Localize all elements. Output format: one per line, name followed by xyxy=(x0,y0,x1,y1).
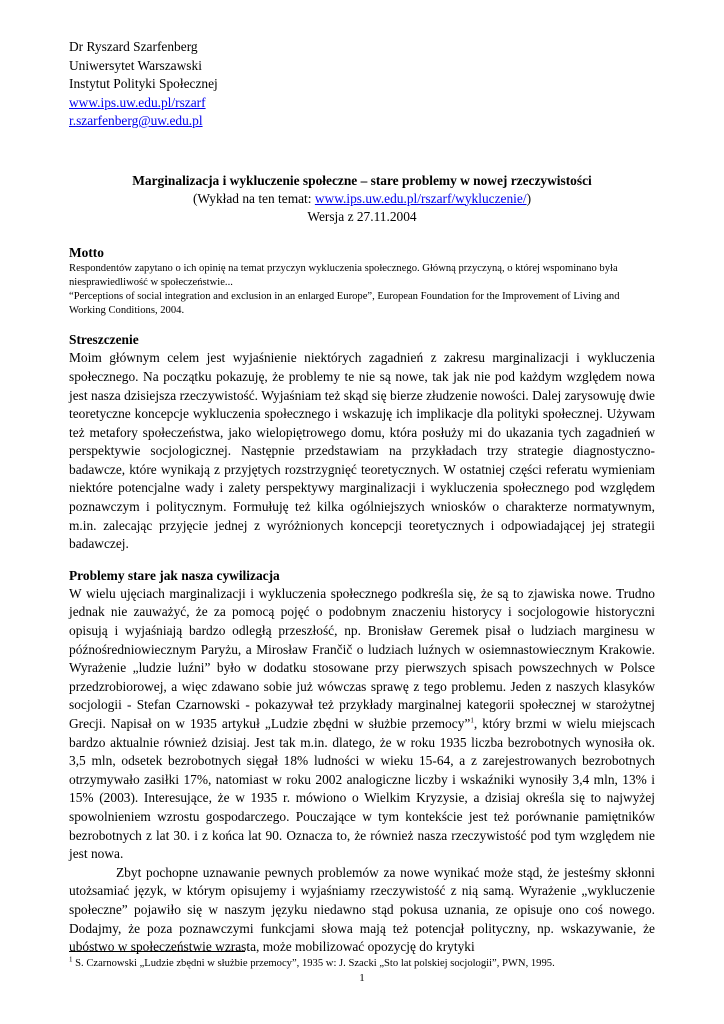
footnote-reference[interactable]: 1 xyxy=(470,716,474,725)
page-number: 1 xyxy=(359,972,365,984)
author-name: Dr Ryszard Szarfenberg xyxy=(69,39,198,54)
footnote-separator xyxy=(69,951,245,952)
summary-section xyxy=(69,331,655,554)
motto-heading: Motto xyxy=(69,244,104,260)
lecture-suffix: ) xyxy=(526,190,532,206)
problems-section xyxy=(69,567,655,957)
footnote-text: S. Czarnowski „Ludzie zbędni w służbie przemocy”, 1935 w: J. Szacki „Sto lat polskiej socjologii”, PWN, 1995. xyxy=(72,958,555,969)
author-block xyxy=(69,38,655,131)
problems-heading: Problemy stare jak nasza cywilizacja xyxy=(69,567,280,583)
lecture-line xyxy=(69,190,655,208)
footnote xyxy=(69,957,669,970)
problems-p1-part2: , który brzmi w wielu miejscach bardzo aktualnie również dzisiaj. Jest tak m.in. dlatego, że w roku 1935 liczba bezrobotnych wynosiła ok. 3,5 mln, odsetek bezrobotnych sięgał 18% ludności w wieku 15-64, a z zarejestrowanych bezrobotnych otrzymywało zasiłki 17%, natomiast w roku 2002 analogiczne liczby i wskaźniki wynosiły 3,4 mln, 13% i 15% (2003). Interesujące, że w 1935 r. mówiono o Wielkim Kryzysie, a dzisiaj określa się to najwyżej spowolnieniem wzrostu gospodarczego. Pouczające w tym kontekście jest też porównanie pamiętników bezrobotnych z lat 30. i z końca lat 90. Oznacza to, że również nasza rzeczywistość pod tym względem nie jest nowa. xyxy=(69,716,656,862)
motto-section xyxy=(69,244,655,319)
problems-paragraph-1 xyxy=(69,585,655,864)
author-university: Uniwersytet Warszawski xyxy=(69,57,202,73)
version-line: Wersja z 27.11.2004 xyxy=(307,208,417,224)
motto-source: “Perceptions of social integration and exclusion in an enlarged Europe”, European Foundation for the Improvement of Living and Working Conditions, 2004. xyxy=(69,290,620,317)
title-block xyxy=(69,172,655,226)
author-institute: Instytut Polityki Społecznej xyxy=(69,76,218,91)
summary-heading: Streszczenie xyxy=(69,332,139,348)
author-website-link[interactable]: www.ips.uw.edu.pl/rszarf xyxy=(69,94,206,110)
document-title: Marginalizacja i wykluczenie społeczne – stare problemy w nowej rzeczywistości xyxy=(132,172,592,188)
author-email-link[interactable]: r.szarfenberg@uw.edu.pl xyxy=(69,113,203,128)
lecture-link[interactable]: www.ips.uw.edu.pl/rszarf/wykluczenie/ xyxy=(314,190,527,206)
motto-quote: Respondentów zapytano o ich opinię na temat przyczyn wykluczenia społecznego. Główną przyczyną, o której wspominano była niesprawiedliwość w społeczeństwie... xyxy=(69,262,618,288)
summary-paragraph: Moim głównym celem jest wyjaśnienie niektórych zagadnień z zakresu marginalizacji i wykluczenia społecznego. Na początku pokazuję, że problemy te nie są nowe, tak jak nie pod każdym względem nowa jest nasza dzisiejsza rzeczywistość. Wyjaśniam też skąd się bierze złudzenie nowości. Dalej zarysowuję dwie teoretyczne koncepcje wykluczenia społecznego i wskazuję ich implikacje dla polityki społecznej. Używam też metafory społeczeństwa, jako wielopiętrowego domu, która posłuży mi do ukazania tych zagadnień w perspektywie socjologicznej. Następnie przedstawiam na przykładach trzy strategie diagnostyczno-badawcze, które wynikają z przyjętych rozstrzygnięć teoretycznych. W ostatniej części referatu wymieniam niektóre potencjalne wady i zalety perspektywy marginalizacji i wykluczenia społecznego pod względem poznawczym i politycznym. Formułuję też kilka ogólniejszych wniosków o charakterze normatywnym, m.in. zalecając przyjęcie jednej z wyróżnionych koncepcji teoretycznych i odpowiadającej jej strategii badawczej. xyxy=(69,350,655,552)
lecture-prefix: (Wykład na ten temat: xyxy=(192,190,315,206)
problems-paragraph-2: Zbyt pochopne uznawanie pewnych problemów za nowe wynikać może stąd, że jesteśmy skłonni utożsamiać język, w którym opisujemy i wyjaśniamy rzeczywistość z nią samą. Wyrażenie „wykluczenie społeczne” pojawiło się w naszym języku niedawno stąd pokusa uznania, ze opisuje ono coś nowego. Dodajmy, że poza poznawczymi funkcjami słowa mają też potencjał polityczny, np. wskazywanie, że ubóstwo w społeczeństwie wzrasta, może mobilizować opozycję do krytyki xyxy=(69,864,655,955)
footnote-mark: 1 xyxy=(69,955,73,964)
problems-p1-part1: W wielu ujęciach marginalizacji i wykluczenia społecznego podkreśla się, że są to zjawiska nowe. Trudno jednak nie zauważyć, że za pomocą pojęć o podobnym znaczeniu historycy i socjologowie historyczni opisują i wyjaśniają bardzo odległą przeszłość, np. Bronisław Geremek pisał o ludziach marginesu w późnośredniowiecznym Paryżu, a Mirosław Frančič o ludziach luźnych w osiemnastowiecznym Krakowie. Wyrażenie „ludzie luźni” było w dodatku stosowane przy pierwszych spisach powszechnych w Polsce przedzrobiorowej, a więc zdawano sobie już wówczas sprawę z tego problemu. Jeden z naszych klasyków socjologii - Stefan Czarnowski - pokazywał też przykłady marginalnej kategorii społecznej w starożytnej Grecji. Napisał on w 1935 artykuł „Ludzie zbędni w służbie przemocy” xyxy=(69,585,655,731)
document-page xyxy=(69,38,655,957)
